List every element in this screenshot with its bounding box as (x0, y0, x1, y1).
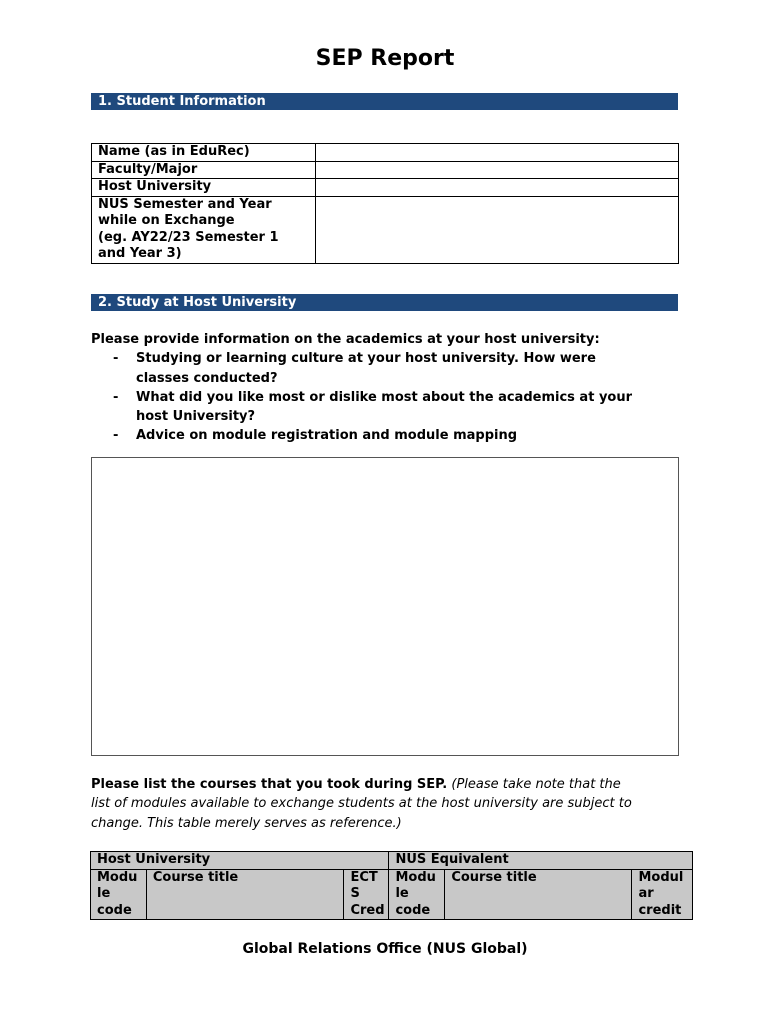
academics-answer-box[interactable] (91, 457, 679, 756)
section-heading-student-information: 1. Student Information (91, 93, 678, 110)
bullet-line: What did you like most or dislike most about the academics at your (136, 389, 633, 405)
footer-office-name: Global Relations Office (NUS Global) (242, 941, 528, 957)
dash-bullet: - (113, 351, 119, 367)
nus-module-code-header (389, 869, 445, 920)
table-row (91, 852, 693, 870)
courses-table (90, 851, 693, 920)
faculty-major-label: Faculty/Major (92, 161, 316, 179)
table-row (92, 196, 679, 263)
table-row (92, 161, 679, 179)
bullet-line: classes conducted? (136, 370, 278, 386)
faculty-major-field[interactable] (316, 161, 679, 179)
section-heading-study-at-host: 2. Study at Host University (91, 294, 678, 311)
host-university-header: Host University (91, 852, 389, 870)
host-university-label: Host University (92, 179, 316, 197)
table-row (92, 144, 679, 162)
header-line: S (350, 886, 360, 901)
host-ects-header (344, 869, 389, 920)
header-line: code (395, 902, 431, 918)
list-item (91, 349, 691, 388)
courses-note-italic: (Please take note that the (447, 777, 621, 792)
semester-year-field[interactable] (316, 196, 679, 263)
nus-course-title-header: Course title (445, 869, 632, 920)
header-line: le (97, 886, 111, 901)
name-field[interactable] (316, 144, 679, 162)
bullet-line: Studying or learning culture at your host university. How were (136, 351, 596, 367)
header-line: credit (638, 902, 682, 918)
semester-year-label-line: while on Exchange (98, 213, 235, 228)
courses-note-italic: list of modules available to exchange students at the host university are subject to (91, 796, 632, 812)
intro-text: Please provide information on the academics at your host university: (91, 332, 600, 347)
host-university-field[interactable] (316, 179, 679, 197)
bullet-line: Advice on module registration and module mapping (136, 428, 518, 444)
bullet-line: host University? (136, 409, 256, 425)
prompt-list (91, 349, 691, 445)
table-row (91, 869, 693, 920)
courses-note-italic: change. This table merely serves as reference.) (91, 815, 402, 831)
semester-year-label-line: NUS Semester and Year (98, 196, 272, 212)
header-line: Modu (395, 869, 436, 885)
nus-modular-credit-header (632, 869, 693, 920)
host-module-code-header (91, 869, 147, 920)
header-line: ar (638, 886, 654, 901)
table-row (92, 179, 679, 197)
semester-year-label-line: and Year 3) (98, 246, 182, 261)
dash-bullet: - (113, 428, 119, 444)
header-line: ECT (350, 869, 378, 885)
study-instructions (91, 330, 691, 446)
dash-bullet: - (113, 389, 119, 405)
header-line: Modul (638, 869, 684, 885)
courses-instructions (91, 775, 691, 833)
header-line: Modu (97, 869, 138, 885)
header-line: code (97, 902, 132, 918)
page-title: SEP Report (315, 46, 455, 71)
header-line: le (395, 886, 409, 901)
courses-note-bold: Please list the courses that you took during SEP. (91, 777, 448, 792)
header-line: Cred (350, 902, 385, 918)
semester-year-label (92, 196, 316, 263)
student-info-table (91, 143, 679, 264)
host-course-title-header: Course title (146, 869, 344, 920)
list-item (91, 388, 691, 427)
list-item (91, 426, 691, 445)
semester-year-label-line: (eg. AY22/23 Semester 1 (98, 229, 279, 245)
nus-equivalent-header: NUS Equivalent (389, 852, 693, 870)
name-label: Name (as in EduRec) (92, 144, 316, 162)
